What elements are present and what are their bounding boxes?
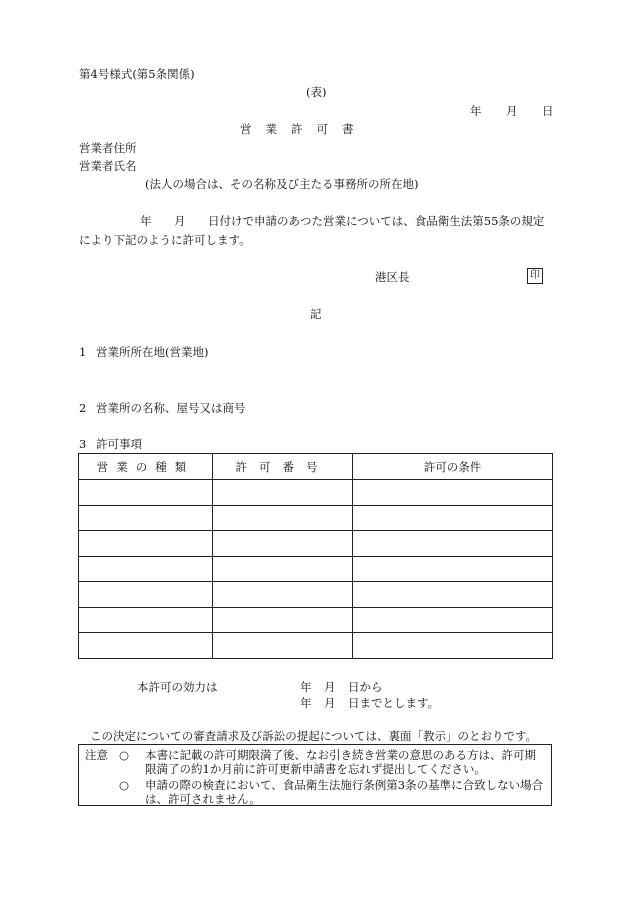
header-permit-number: 許可番号 bbox=[213, 454, 353, 480]
side-label: (表) bbox=[306, 85, 327, 99]
permit-table bbox=[78, 453, 553, 659]
validity-from-year: 年 bbox=[300, 680, 312, 694]
corporation-note: (法人の場合は、その名称及び主たる事務所の所在地) bbox=[145, 177, 419, 191]
table-row bbox=[79, 480, 553, 506]
body-month: 月 bbox=[174, 214, 186, 228]
table-row bbox=[79, 633, 553, 659]
body-line2-text: により下記のように許可します。 bbox=[79, 233, 251, 247]
table-cell bbox=[79, 582, 213, 608]
item-2-label: 営業所の名称、屋号又は商号 bbox=[96, 401, 246, 415]
table-row bbox=[79, 607, 553, 633]
table-row bbox=[79, 505, 553, 531]
applicant-name-label: 営業者氏名 bbox=[79, 159, 137, 173]
validity-to-day: 日までとします。 bbox=[348, 696, 440, 710]
table-cell bbox=[353, 582, 553, 608]
table-row bbox=[79, 556, 553, 582]
table-header-row bbox=[79, 454, 553, 480]
validity-to-year: 年 bbox=[300, 696, 312, 710]
date-month: 月 bbox=[506, 104, 518, 118]
header-business-type: 営業の種類 bbox=[79, 454, 213, 480]
table-cell bbox=[213, 607, 353, 633]
body-year: 年 bbox=[140, 214, 152, 228]
notes-box bbox=[78, 744, 552, 806]
notes-label: 注意 bbox=[85, 748, 108, 762]
validity-to-month: 月 bbox=[324, 696, 336, 710]
note-item-1-text: 本書に記載の許可期限満了後、なお引き続き営業の意思のある方は、許可期限満了の約1か月前に許可更新申請書を忘れず提出してください。 bbox=[145, 748, 536, 776]
note-item-2-text: 申請の際の検査において、食品衛生法施行条例第3条の基準に合致しない場合は、許可されません。 bbox=[145, 778, 544, 806]
ki-heading: 記 bbox=[310, 307, 322, 321]
validity-label: 本許可の効力は bbox=[137, 680, 218, 694]
table-row bbox=[79, 582, 553, 608]
table-cell bbox=[353, 505, 553, 531]
table-cell bbox=[213, 633, 353, 659]
table-cell bbox=[79, 556, 213, 582]
table-cell bbox=[353, 633, 553, 659]
applicant-address-label: 営業者住所 bbox=[79, 141, 137, 155]
validity-from-month: 月 bbox=[324, 680, 336, 694]
issuer-name: 港区長 bbox=[375, 270, 410, 284]
date-year: 年 bbox=[470, 104, 482, 118]
table-cell bbox=[353, 480, 553, 506]
header-permit-conditions: 許可の条件 bbox=[353, 454, 553, 480]
table-cell bbox=[353, 556, 553, 582]
item-2-number: 2 bbox=[79, 401, 87, 415]
appeal-note: この決定についての審査請求及び訴訟の提起については、裏面「教示」のとおりです。 bbox=[90, 729, 538, 743]
item-3-label: 許可事項 bbox=[96, 437, 142, 451]
document-title: 営業許可書 bbox=[240, 122, 368, 136]
seal-mark: 印 bbox=[527, 268, 543, 284]
circle-bullet-icon: ○ bbox=[119, 778, 130, 792]
date-day: 日 bbox=[542, 104, 554, 118]
table-cell bbox=[213, 480, 353, 506]
table-cell bbox=[79, 480, 213, 506]
table-cell bbox=[213, 531, 353, 557]
table-cell bbox=[213, 556, 353, 582]
table-row bbox=[79, 531, 553, 557]
table-cell bbox=[213, 505, 353, 531]
circle-bullet-icon: ○ bbox=[119, 748, 130, 762]
table-cell bbox=[79, 633, 213, 659]
validity-from-day: 日から bbox=[348, 680, 383, 694]
table-cell bbox=[79, 505, 213, 531]
table-cell bbox=[353, 531, 553, 557]
table-cell bbox=[353, 607, 553, 633]
item-3-number: 3 bbox=[79, 437, 87, 451]
form-number: 第4号様式(第5条関係) bbox=[79, 67, 195, 81]
item-1-number: 1 bbox=[79, 345, 87, 359]
item-1-label: 営業所所在地(営業地) bbox=[96, 345, 209, 359]
table-cell bbox=[79, 607, 213, 633]
table-cell bbox=[79, 531, 213, 557]
body-line1-text: 日付けで申請のあつた営業については、食品衛生法第55条の規定 bbox=[208, 214, 545, 228]
table-cell bbox=[213, 582, 353, 608]
